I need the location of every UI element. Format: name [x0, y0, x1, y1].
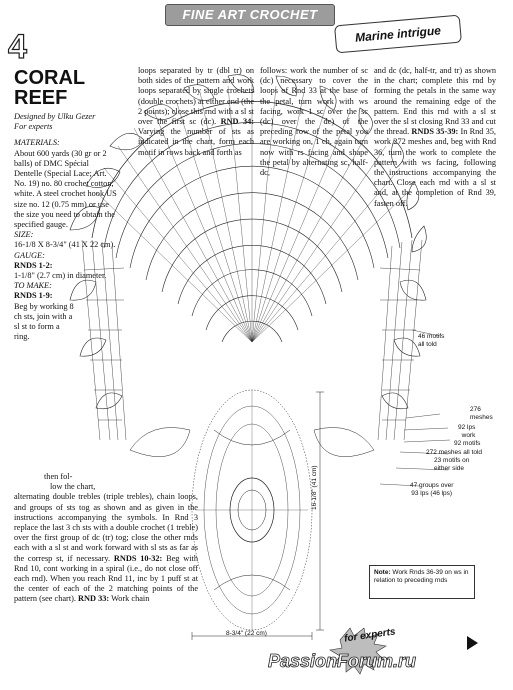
bottom-column	[14, 472, 198, 605]
magazine-banner: FINE ART CROCHET	[165, 4, 335, 26]
gauge-heading: GAUGE:	[14, 250, 45, 260]
bottom-rnds-10-32: RNDS 10-32:	[113, 553, 163, 563]
gauge-rnds: RNDS 1-2:	[14, 260, 53, 270]
bottom-line-2: low the chart,	[50, 482, 96, 492]
col4-text-a: and dc (dc, half-tr, and tr) as shown in the chart; complete this rnd by forming the petals in the same way around the remaining edge of the pattern. End this rnd with a sl st over the sl st closing Rnd 33 and cut the thread.	[374, 66, 496, 137]
next-page-arrow-icon[interactable]	[467, 636, 478, 650]
label-276-meshes: 276 meshes	[470, 406, 493, 421]
watermark: PassionForum.ru	[268, 651, 417, 671]
height-dimension: 16-1/8" (41 cm)	[311, 465, 318, 510]
label-46-motifs: 46 motifs all told	[418, 333, 445, 348]
label-47-groups: 47 groups over 93 lps (46 lps)	[410, 482, 454, 497]
bottom-rnd-33: RND 33:	[78, 594, 110, 604]
gauge-text: 1-1/8" (2.7 cm) in diameter.	[14, 271, 107, 281]
bottom-text-a: alternating double trebles (triple trebles), chain loops, and groups of sts tog as shown and as given in the instructions accompanying the symbols. In Rnd 3 replace the last 3 ch sts with a double crochet (1 treble) over the first group of dc (tr) tog; close the other rnds each with a sl st and work forward with sl sts as far as the corresp st, if necessary.	[14, 492, 198, 563]
size-heading: SIZE:	[14, 230, 34, 240]
col4-text-b: In Rnd 35, work 272 meshes and, beg with Rnd 36, turn the work to complete the pattern with ws facing, following the instructions accompanying the chart. Close each rnd with a sl st and, at the completion of Rnd 39, fasten off.	[374, 127, 497, 208]
title-line-2: REEF	[14, 87, 68, 109]
instruction-column-3: follows: work the number of sc (dc) necessary to cover the loops of Rnd 33 at the base of the petal, turn work with ws facing, work 1 sc over the sc (dc) over the dc) of the preceding row of the petal you are working on, 1 ch, again turn now with rs facing and shape the petal by alternating sc, half-dc,	[260, 66, 368, 178]
label-272-meshes: 272 meshes all told	[426, 449, 483, 456]
label-92-lps: 92 lps work	[458, 424, 476, 439]
make-text: Beg by working 8 ch sts, join with a sl st to form a ring.	[14, 301, 74, 342]
title-line-1: CORAL	[14, 67, 86, 89]
col2-rnd-34: RND 34:	[220, 117, 255, 127]
col2-text-a: loops separated by tr (dbl tr) on both sides of the pattern and work loops separated by single crochets (double crochets) at either end (the 2 points); close this rnd with a sl st over the first sc (dc).	[138, 66, 254, 127]
make-heading: TO MAKE:	[14, 281, 52, 291]
size-text: 16-1/8 X 8-3/4" (41 X 22 cm).	[14, 240, 116, 250]
section-tag: Marine intrigue	[334, 15, 462, 54]
materials-text: About 600 yards (30 gr or 2 balls) of DMC Spécial Dentelle (Special Lace; Art. No. 19) no. 80 crochet cotton, white. A steel crochet hook US size no. 12 (0.75 mm) or use the size you need to obtain the specified gauge.	[14, 148, 117, 230]
make-rnds: RNDS 1-9:	[14, 291, 53, 301]
pattern-number: 4	[8, 28, 27, 66]
note-text: Work Rnds 36-39 on ws in relation to preceding rnds	[374, 569, 469, 584]
col4-rnds-35-39: RNDS 35-39:	[411, 127, 459, 137]
note-box	[369, 565, 475, 599]
bottom-text-c: Work chain	[111, 594, 150, 604]
col2-text-b: Varying the number of sts as indicated in the chart, form each motif in rows back and forth as	[138, 127, 254, 157]
label-23-motifs: 23 motifs on either side	[434, 457, 470, 472]
skill-level: For experts	[14, 122, 53, 132]
bottom-text-b: Beg with Rnd 10, cont working in a spiral (i.e., do not close off each rnd). When you reach Rnd 11, inc by 1 puff st at the center of each of the 2 matching points of the pattern (see chart).	[14, 553, 198, 604]
experts-badge-label: for experts	[343, 626, 397, 645]
bottom-line-1: then fol-	[44, 472, 73, 481]
designer-credit: Designed by Ulku Gezer	[14, 112, 96, 121]
note-label: Note:	[374, 569, 391, 576]
width-dimension: 8-3/4" (22 cm)	[226, 630, 267, 637]
label-92-motifs: 92 motifs	[454, 440, 481, 447]
materials-heading: MATERIALS:	[14, 138, 60, 148]
